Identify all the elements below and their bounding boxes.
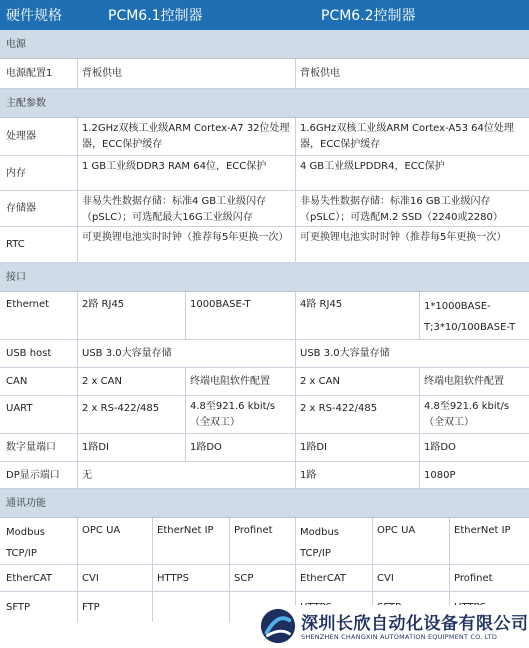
header-spec: 硬件规格 (6, 8, 62, 24)
protocol-cell: OPC UA (372, 518, 449, 564)
row-label: Ethernet (6, 299, 50, 310)
cell-value: 1000BASE-T (185, 292, 295, 339)
row-label: RTC (6, 239, 25, 250)
section-power: 电源 (0, 30, 529, 59)
protocol-cell (152, 592, 229, 622)
cell-value: 1路DI (77, 434, 185, 461)
cell-value: 背板供电 (77, 59, 295, 88)
cell-value: 1路DI (295, 434, 419, 461)
section-comm: 通讯功能 (0, 489, 529, 518)
cell-value: 4.8至921.6 kbit/s（全双工） (419, 396, 529, 433)
cell-value: 1.2GHz双核工业级ARM Cortex-A7 32位处理器，ECC保护缓存 (77, 118, 295, 155)
cell-value: 1路DO (419, 434, 529, 461)
cell-value: 1路DO (185, 434, 295, 461)
cell-value: 非易失性数据存储：标准4 GB工业级闪存（pSLC）；可选配最大16G工业级闪存 (77, 191, 295, 226)
cell-value: 可更换锂电池实时时钟（推荐每5年更换一次） (77, 227, 295, 262)
table-row (0, 191, 529, 227)
table-row (0, 118, 529, 156)
protocol-cell: CVI (77, 565, 152, 591)
protocol-cell: EtherCAT (6, 572, 52, 584)
cell-value: 1.6GHz双核工业级ARM Cortex-A53 64位处理器，ECC保护缓存 (295, 118, 529, 155)
cell-value: 4.8至921.6 kbit/s（全双工） (185, 396, 295, 433)
company-logo-icon (259, 607, 297, 645)
table-row (0, 396, 529, 434)
section-main-params: 主配参数 (0, 89, 529, 118)
cell-value: 1路 (295, 462, 419, 488)
protocol-cell: CVI (372, 565, 449, 591)
protocol-cell: EtherCAT (295, 565, 372, 591)
protocol-cell: FTP (77, 592, 152, 622)
protocol-cell: HTTPS (152, 565, 229, 591)
cell-value: 非易失性数据存储：标准16 GB工业级闪存（pSLC）；可选配M.2 SSD（2240或2280） (295, 191, 529, 226)
row-label: 内存 (6, 167, 26, 179)
protocol-cell: Modbus TCP/IP (295, 518, 372, 564)
protocol-cell: EtherNet IP (449, 518, 529, 564)
company-name-en: SHENZHEN CHANGXIN AUTOMATION EQUIPMENT CO. LTD (301, 633, 498, 641)
cell-value: 背板供电 (295, 59, 529, 88)
cell-value: 1*1000BASE-T;3*10/100BASE-T (419, 292, 529, 339)
cell-value: 4路 RJ45 (295, 292, 419, 339)
row-label: CAN (6, 376, 28, 387)
table-row (0, 227, 529, 263)
row-label: UART (6, 403, 33, 414)
protocol-cell: SFTP (6, 601, 31, 613)
table-row (0, 518, 529, 565)
row-label: USB host (6, 348, 52, 359)
table-row (0, 462, 529, 489)
cell-value: 1080P (419, 462, 529, 488)
cell-value: 1 GB工业级DDR3 RAM 64位，ECC保护 (77, 156, 295, 190)
header-pcm62: PCM6.2控制器 (321, 8, 416, 24)
row-label: 数字量端口 (6, 442, 56, 453)
row-label: DP显示端口 (6, 469, 60, 481)
protocol-cell: EtherNet IP (152, 518, 229, 564)
table-row (0, 434, 529, 462)
cell-value: 无 (77, 462, 295, 488)
table-row (0, 59, 529, 89)
cell-value: 2 x CAN (77, 368, 185, 395)
header-pcm61: PCM6.1控制器 (108, 8, 203, 24)
protocol-cell: Profinet (449, 565, 529, 591)
company-name-cn: 深圳长欣自动化设备有限公司 (301, 614, 529, 634)
table-row (0, 565, 529, 592)
row-label: 电源配置1 (6, 68, 53, 79)
cell-value: 终端电阻软件配置 (185, 368, 295, 395)
cell-value: 终端电阻软件配置 (419, 368, 529, 395)
company-logo (257, 605, 529, 648)
protocol-cell: OPC UA (77, 518, 152, 564)
cell-value: USB 3.0大容量存储 (295, 340, 529, 367)
protocol-cell: SCP (229, 565, 295, 591)
spec-table (0, 30, 529, 622)
row-label: 存储器 (6, 203, 36, 214)
cell-value: 2路 RJ45 (77, 292, 185, 339)
section-interfaces: 接口 (0, 263, 529, 292)
table-row (0, 368, 529, 396)
table-row (0, 340, 529, 368)
cell-value: 2 x RS-422/485 (77, 396, 185, 433)
table-row (0, 292, 529, 340)
cell-value: 4 GB工业级LPDDR4，ECC保护 (295, 156, 529, 190)
table-row (0, 156, 529, 191)
cell-value: USB 3.0大容量存储 (77, 340, 295, 367)
table-header (0, 0, 529, 30)
cell-value: 2 x RS-422/485 (295, 396, 419, 433)
row-label: 处理器 (6, 131, 36, 142)
cell-value: 可更换锂电池实时时钟（推荐每5年更换一次） (295, 227, 529, 262)
protocol-cell: Profinet (229, 518, 295, 564)
cell-value: 2 x CAN (295, 368, 419, 395)
protocol-cell: Modbus TCP/IP (6, 527, 45, 559)
